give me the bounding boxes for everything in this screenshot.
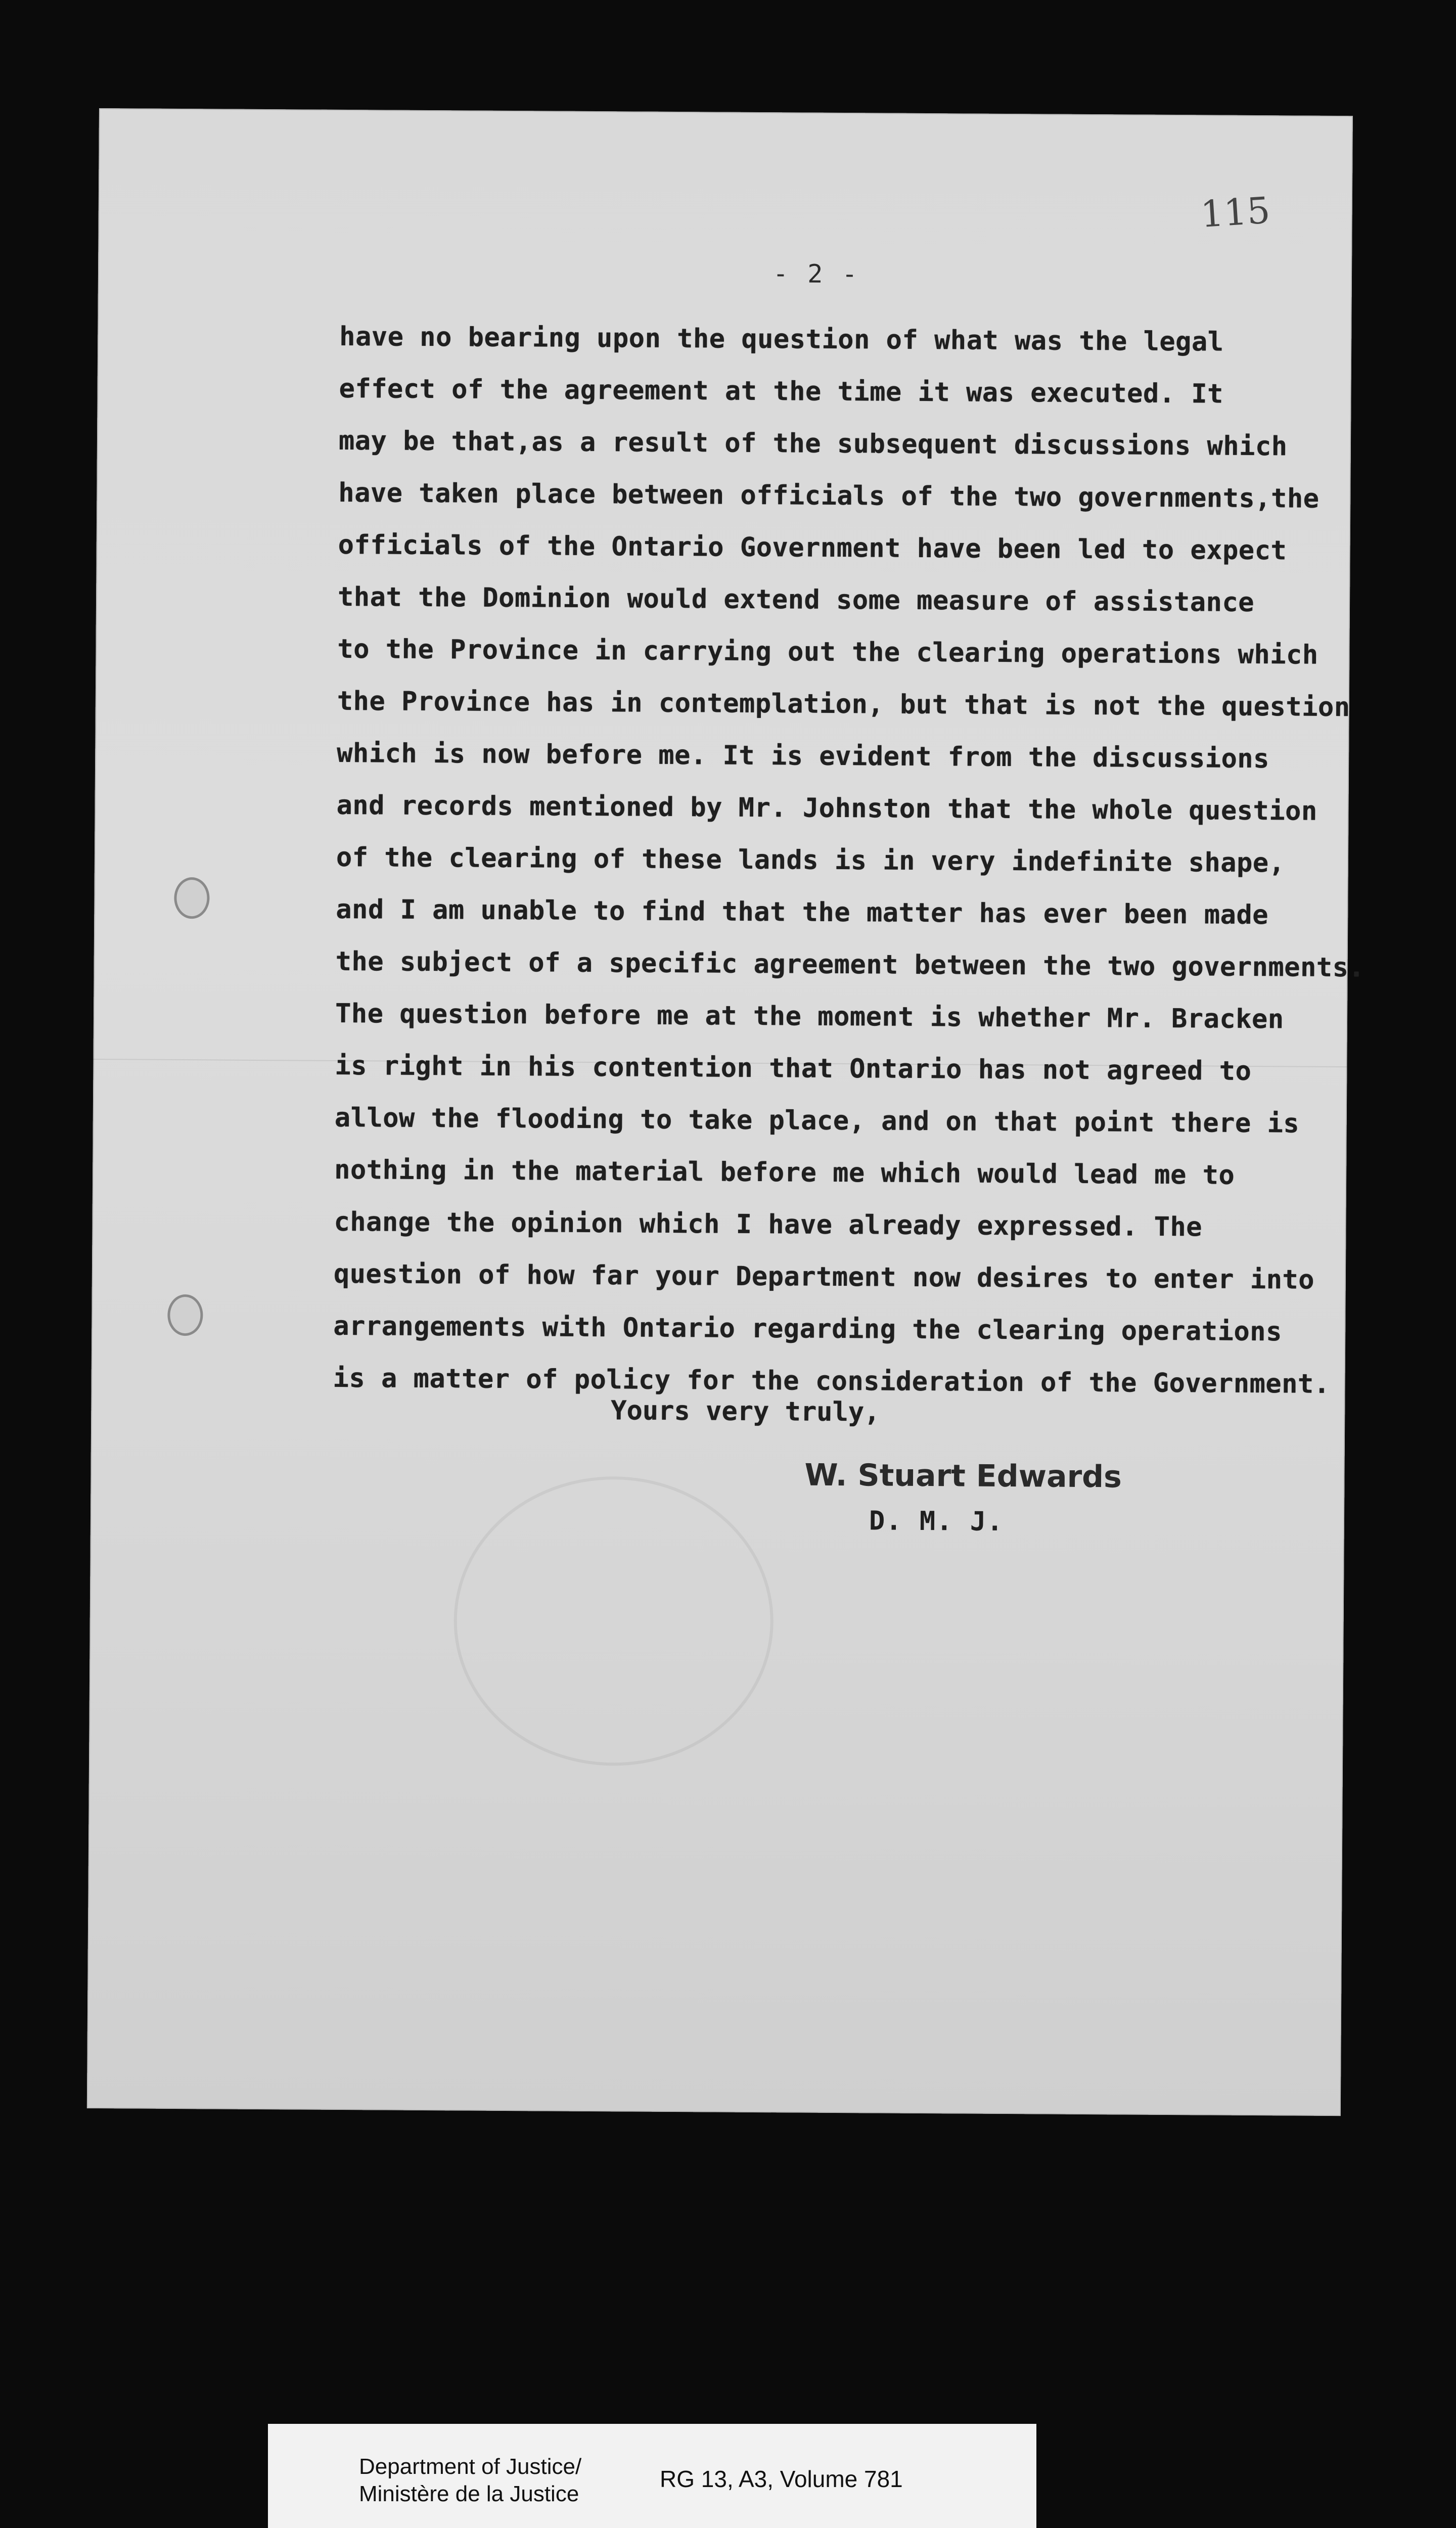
punch-hole bbox=[167, 1294, 203, 1336]
body-line: to the Province in carrying out the clearing operations which bbox=[337, 634, 1318, 670]
body-line: and records mentioned by Mr. Johnston that the whole question bbox=[336, 790, 1317, 827]
body-line: The question before me at the moment is whether Mr. Bracken bbox=[335, 998, 1284, 1035]
body-line: the subject of a specific agreement between the two governments. bbox=[335, 946, 1365, 983]
letter-body bbox=[333, 311, 1365, 1411]
faded-seal-mark bbox=[453, 1475, 774, 1767]
body-line: the Province has in contemplation, but that is not the question bbox=[337, 686, 1350, 723]
department-en: Department of Justice/ bbox=[359, 2454, 582, 2479]
body-line: effect of the agreement at the time it was executed. It bbox=[339, 373, 1224, 410]
folio-number: 115 bbox=[1199, 189, 1271, 236]
body-line: and I am unable to find that the matter has ever been made bbox=[336, 894, 1269, 931]
body-line: may be that,as a result of the subsequent discussions which bbox=[338, 425, 1288, 462]
body-line: have no bearing upon the question of what was the legal bbox=[339, 321, 1224, 357]
punch-hole bbox=[174, 877, 209, 919]
body-line: arrangements with Ontario regarding the clearing operations bbox=[333, 1311, 1283, 1347]
body-line: nothing in the material before me which would lead me to bbox=[334, 1154, 1235, 1191]
body-line: is a matter of policy for the consideration of the Government. bbox=[333, 1363, 1330, 1400]
body-line: question of how far your Department now desires to enter into bbox=[333, 1258, 1315, 1295]
department-fr: Ministère de la Justice bbox=[359, 2481, 579, 2506]
document-page bbox=[87, 108, 1365, 2116]
body-line: of the clearing of these lands is in very indefinite shape, bbox=[336, 842, 1285, 879]
body-line: allow the flooding to take place, and on that point there is bbox=[334, 1102, 1300, 1139]
body-line: which is now before me. It is evident from the discussions bbox=[337, 738, 1270, 775]
body-line: that the Dominion would extend some measure of assistance bbox=[337, 581, 1255, 618]
closing: Yours very truly, bbox=[611, 1395, 880, 1428]
archive-reference-label bbox=[268, 2424, 1036, 2528]
body-line: change the opinion which I have already expressed. The bbox=[334, 1206, 1203, 1243]
department-name bbox=[359, 2453, 581, 2508]
body-line: is right in his contention that Ontario has not agreed to bbox=[335, 1050, 1252, 1087]
body-line: have taken place between officials of the two governments,the bbox=[338, 477, 1320, 514]
signer-title: D. M. J. bbox=[869, 1506, 1004, 1537]
signature: W. Stuart Edwards bbox=[804, 1457, 1122, 1495]
record-group-reference: RG 13, A3, Volume 781 bbox=[660, 2466, 903, 2492]
page-number: - 2 - bbox=[772, 259, 859, 289]
body-line: officials of the Ontario Government have been led to expect bbox=[338, 529, 1287, 566]
